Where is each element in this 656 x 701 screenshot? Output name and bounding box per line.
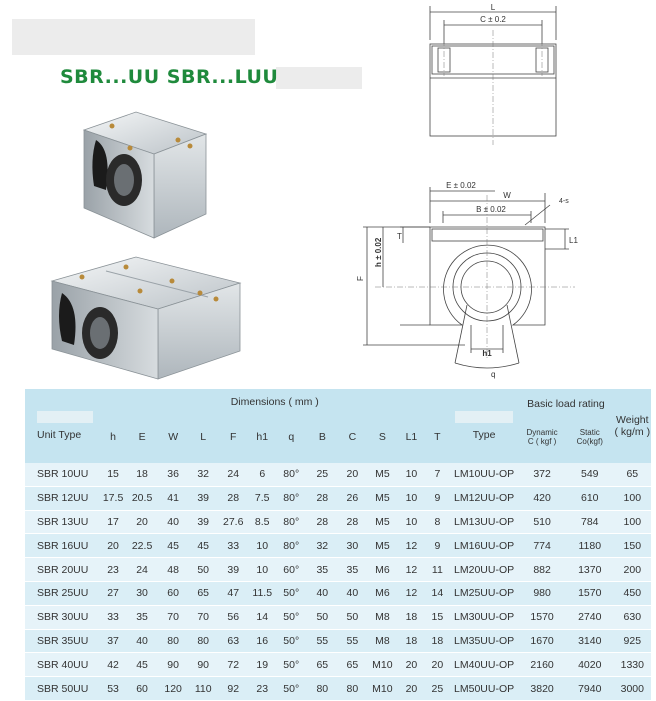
cell-dynamic-load: 980 [518, 581, 566, 605]
unit-type-header: Unit Type [25, 389, 100, 463]
cell-f: 39 [218, 558, 249, 582]
dim-hole: 4-s [559, 198, 569, 205]
cell-s: M5 [367, 463, 398, 486]
cell-l: 70 [189, 605, 218, 629]
cell-t: 8 [425, 510, 450, 534]
cell-h: 17 [100, 510, 127, 534]
cell-t: 11 [425, 558, 450, 582]
cell-s: M5 [367, 486, 398, 510]
cell-c: 35 [338, 558, 367, 582]
cell-s: M10 [367, 653, 398, 677]
cell-e: 35 [127, 605, 158, 629]
cell-l: 39 [189, 486, 218, 510]
cell-static-load: 1370 [566, 558, 614, 582]
cell-static-load: 549 [566, 463, 614, 486]
blank-header-box [12, 19, 255, 55]
cell-unit-type: SBR 35UU [25, 629, 100, 653]
cell-weight: 1330 [614, 653, 651, 677]
cell-type: LM25UU-OP [450, 581, 518, 605]
cell-dynamic-load: 1670 [518, 629, 566, 653]
cell-f: 56 [218, 605, 249, 629]
cell-f: 92 [218, 677, 249, 701]
cell-b: 32 [307, 534, 338, 558]
col-h: h [100, 411, 127, 463]
cell-q: 60° [276, 558, 307, 582]
dim-W: W [503, 191, 511, 200]
cell-l: 110 [189, 677, 218, 701]
cell-h: 33 [100, 605, 127, 629]
cell-type: LM35UU-OP [450, 629, 518, 653]
type-header: Type [450, 389, 518, 463]
cell-h1: 11.5 [249, 581, 276, 605]
col-S: S [367, 411, 398, 463]
table-row [25, 605, 651, 629]
cell-b: 25 [307, 463, 338, 486]
cell-w: 90 [158, 653, 189, 677]
cell-s: M6 [367, 558, 398, 582]
cell-c: 80 [338, 677, 367, 701]
cell-s: M10 [367, 677, 398, 701]
cell-weight: 100 [614, 486, 651, 510]
cell-static-load: 4020 [566, 653, 614, 677]
cell-c: 55 [338, 629, 367, 653]
cell-weight: 65 [614, 463, 651, 486]
cell-dynamic-load: 774 [518, 534, 566, 558]
cell-w: 80 [158, 629, 189, 653]
dim-h1: h1 [482, 349, 492, 358]
cell-b: 80 [307, 677, 338, 701]
cell-t: 18 [425, 629, 450, 653]
cell-f: 72 [218, 653, 249, 677]
cell-q: 50° [276, 581, 307, 605]
cell-static-load: 610 [566, 486, 614, 510]
cell-e: 30 [127, 581, 158, 605]
product-photo-small [82, 110, 212, 240]
cell-w: 120 [158, 677, 189, 701]
cell-unit-type: SBR 25UU [25, 581, 100, 605]
cell-l: 65 [189, 581, 218, 605]
cell-unit-type: SBR 50UU [25, 677, 100, 701]
cell-type: LM50UU-OP [450, 677, 518, 701]
cell-dynamic-load: 510 [518, 510, 566, 534]
table-row [25, 653, 651, 677]
cell-l: 39 [189, 510, 218, 534]
cell-h1: 23 [249, 677, 276, 701]
cell-t: 25 [425, 677, 450, 701]
cell-l1: 12 [398, 534, 425, 558]
cell-c: 40 [338, 581, 367, 605]
cell-weight: 3000 [614, 677, 651, 701]
cell-dynamic-load: 882 [518, 558, 566, 582]
cell-type: LM40UU-OP [450, 653, 518, 677]
page-title: SBR...UU SBR...LUU [60, 66, 279, 88]
table-row [25, 463, 651, 486]
cell-dynamic-load: 372 [518, 463, 566, 486]
static-header: Static Co(kgf) [566, 411, 614, 463]
blank-title-box [276, 67, 362, 89]
cell-b: 50 [307, 605, 338, 629]
col-L: L [189, 411, 218, 463]
cell-unit-type: SBR 13UU [25, 510, 100, 534]
cell-w: 45 [158, 534, 189, 558]
product-photo-long [48, 253, 243, 383]
cell-static-load: 2740 [566, 605, 614, 629]
basic-load-header: Basic load rating [518, 389, 613, 411]
table-row [25, 510, 651, 534]
col-F: F [218, 411, 249, 463]
table-row [25, 534, 651, 558]
cell-weight: 150 [614, 534, 651, 558]
dim-L: L [490, 3, 496, 12]
table-row [25, 558, 651, 582]
cell-h: 53 [100, 677, 127, 701]
cell-w: 36 [158, 463, 189, 486]
weight-header: Weight ( kg/m ) [614, 389, 651, 463]
cell-w: 60 [158, 581, 189, 605]
dynamic-header: Dynamic C ( kgf ) [518, 411, 566, 463]
cell-t: 14 [425, 581, 450, 605]
cell-dynamic-load: 1570 [518, 605, 566, 629]
cell-unit-type: SBR 40UU [25, 653, 100, 677]
dim-q: q [491, 370, 496, 379]
cell-l1: 10 [398, 510, 425, 534]
dim-F: F [356, 276, 365, 281]
cell-weight: 200 [614, 558, 651, 582]
cell-l: 45 [189, 534, 218, 558]
cell-e: 22.5 [127, 534, 158, 558]
cell-type: LM30UU-OP [450, 605, 518, 629]
cell-e: 24 [127, 558, 158, 582]
cell-f: 33 [218, 534, 249, 558]
cell-q: 80° [276, 486, 307, 510]
cell-unit-type: SBR 12UU [25, 486, 100, 510]
cell-l: 90 [189, 653, 218, 677]
cell-t: 15 [425, 605, 450, 629]
cell-weight: 925 [614, 629, 651, 653]
col-W: W [158, 411, 189, 463]
cell-static-load: 3140 [566, 629, 614, 653]
cell-dynamic-load: 3820 [518, 677, 566, 701]
col-C: C [338, 411, 367, 463]
col-E: E [127, 411, 158, 463]
cell-l1: 18 [398, 629, 425, 653]
cell-s: M5 [367, 510, 398, 534]
cell-e: 45 [127, 653, 158, 677]
cell-h1: 8.5 [249, 510, 276, 534]
cell-b: 28 [307, 510, 338, 534]
cell-h: 15 [100, 463, 127, 486]
cell-h: 23 [100, 558, 127, 582]
cell-q: 80° [276, 463, 307, 486]
cell-unit-type: SBR 30UU [25, 605, 100, 629]
cell-weight: 630 [614, 605, 651, 629]
cell-type: LM20UU-OP [450, 558, 518, 582]
cell-static-load: 1180 [566, 534, 614, 558]
dim-E: E ± 0.02 [446, 181, 476, 190]
cell-f: 47 [218, 581, 249, 605]
cell-q: 80° [276, 510, 307, 534]
table-row [25, 629, 651, 653]
cell-l: 80 [189, 629, 218, 653]
cell-q: 50° [276, 677, 307, 701]
cell-static-load: 784 [566, 510, 614, 534]
cell-c: 50 [338, 605, 367, 629]
cell-weight: 100 [614, 510, 651, 534]
cell-h: 20 [100, 534, 127, 558]
cell-h1: 6 [249, 463, 276, 486]
cell-b: 40 [307, 581, 338, 605]
cell-h1: 7.5 [249, 486, 276, 510]
cell-c: 26 [338, 486, 367, 510]
cell-q: 50° [276, 653, 307, 677]
cell-b: 35 [307, 558, 338, 582]
blank-header-cell [455, 411, 513, 423]
cell-c: 20 [338, 463, 367, 486]
table-row [25, 677, 651, 701]
cell-l1: 12 [398, 558, 425, 582]
cell-c: 65 [338, 653, 367, 677]
cell-e: 20.5 [127, 486, 158, 510]
top-view-drawing [410, 0, 580, 150]
cell-s: M6 [367, 581, 398, 605]
cell-q: 50° [276, 605, 307, 629]
cell-type: LM13UU-OP [450, 510, 518, 534]
cell-t: 9 [425, 534, 450, 558]
dim-h: h ± 0.02 [374, 237, 383, 267]
cell-unit-type: SBR 10UU [25, 463, 100, 486]
cell-h1: 10 [249, 558, 276, 582]
cell-h1: 14 [249, 605, 276, 629]
cell-q: 50° [276, 629, 307, 653]
cell-dynamic-load: 2160 [518, 653, 566, 677]
cell-s: M8 [367, 629, 398, 653]
cell-q: 80° [276, 534, 307, 558]
cell-l1: 10 [398, 463, 425, 486]
cell-l1: 18 [398, 605, 425, 629]
blank-header-cell [37, 411, 93, 423]
cell-w: 41 [158, 486, 189, 510]
dim-B: B ± 0.02 [476, 205, 506, 214]
cell-w: 40 [158, 510, 189, 534]
dimensions-header: Dimensions ( mm ) [100, 389, 450, 411]
cell-l1: 10 [398, 486, 425, 510]
cell-f: 27.6 [218, 510, 249, 534]
col-B: B [307, 411, 338, 463]
cell-h: 42 [100, 653, 127, 677]
cell-h: 17.5 [100, 486, 127, 510]
cell-f: 28 [218, 486, 249, 510]
cell-dynamic-load: 420 [518, 486, 566, 510]
spec-table [25, 389, 651, 701]
cell-h1: 10 [249, 534, 276, 558]
cell-static-load: 1570 [566, 581, 614, 605]
cell-t: 7 [425, 463, 450, 486]
cell-static-load: 7940 [566, 677, 614, 701]
col-h1: h1 [249, 411, 276, 463]
col-q: q [276, 411, 307, 463]
cell-f: 63 [218, 629, 249, 653]
end-view-drawing [345, 175, 595, 380]
cell-type: LM12UU-OP [450, 486, 518, 510]
cell-type: LM16UU-OP [450, 534, 518, 558]
cell-l: 32 [189, 463, 218, 486]
cell-b: 28 [307, 486, 338, 510]
cell-type: LM10UU-OP [450, 463, 518, 486]
col-L1: L1 [398, 411, 425, 463]
table-row [25, 581, 651, 605]
cell-h: 37 [100, 629, 127, 653]
cell-t: 20 [425, 653, 450, 677]
cell-h1: 19 [249, 653, 276, 677]
cell-weight: 450 [614, 581, 651, 605]
cell-c: 30 [338, 534, 367, 558]
cell-unit-type: SBR 20UU [25, 558, 100, 582]
cell-w: 70 [158, 605, 189, 629]
cell-l: 50 [189, 558, 218, 582]
cell-w: 48 [158, 558, 189, 582]
cell-b: 55 [307, 629, 338, 653]
cell-c: 28 [338, 510, 367, 534]
cell-e: 18 [127, 463, 158, 486]
cell-h1: 16 [249, 629, 276, 653]
cell-s: M8 [367, 605, 398, 629]
cell-h: 27 [100, 581, 127, 605]
cell-l1: 12 [398, 581, 425, 605]
cell-unit-type: SBR 16UU [25, 534, 100, 558]
dim-C: C ± 0.2 [480, 15, 506, 24]
cell-f: 24 [218, 463, 249, 486]
cell-l1: 20 [398, 653, 425, 677]
cell-e: 20 [127, 510, 158, 534]
table-row [25, 486, 651, 510]
cell-l1: 20 [398, 677, 425, 701]
cell-e: 40 [127, 629, 158, 653]
cell-b: 65 [307, 653, 338, 677]
dim-T: T [397, 232, 402, 241]
dim-L1: L1 [569, 236, 578, 245]
col-T: T [425, 411, 450, 463]
cell-s: M5 [367, 534, 398, 558]
cell-e: 60 [127, 677, 158, 701]
cell-t: 9 [425, 486, 450, 510]
